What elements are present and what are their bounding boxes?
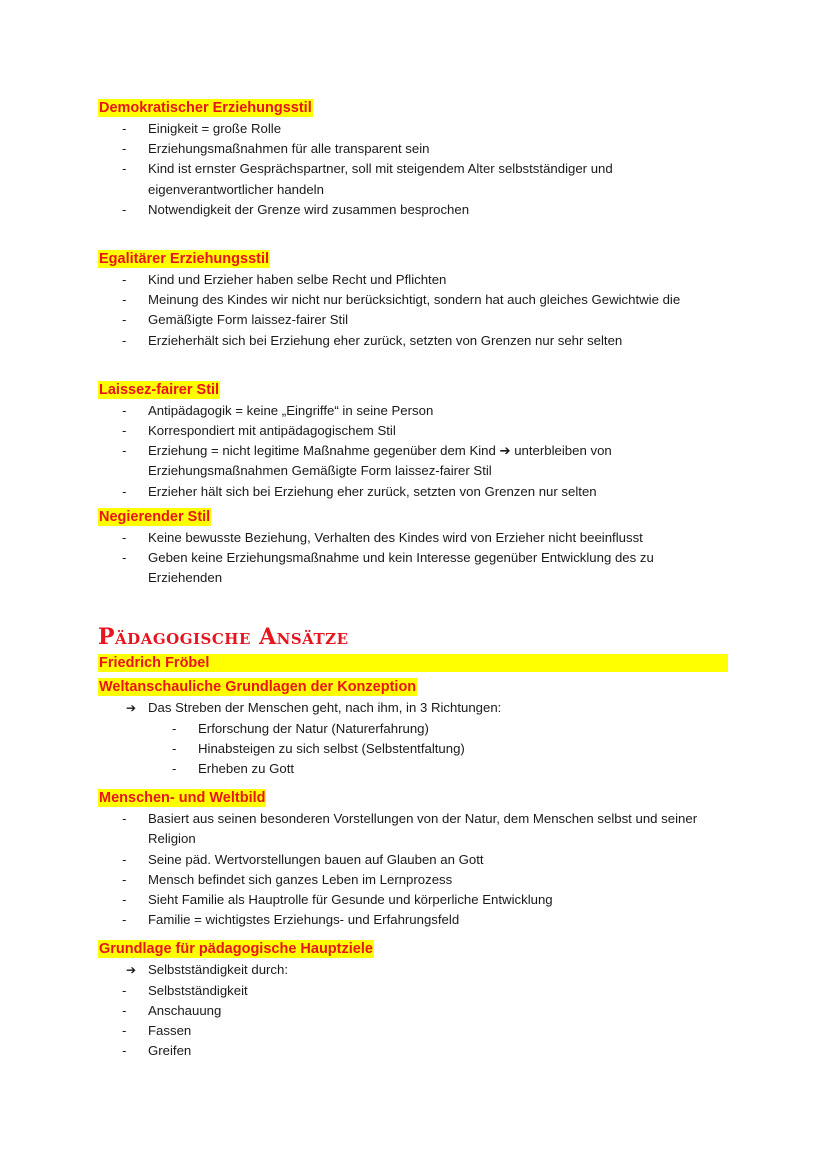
section-laissez <box>98 381 728 502</box>
list-item: - Familie = wichtigstes Erziehungs- und Erfahrungsfeld <box>98 910 728 930</box>
list-item: - Geben keine Erziehungsmaßnahme und kein Interesse gegenüber Entwicklung des zu Erziehenden <box>98 548 728 588</box>
list-item: - Erziehungsmaßnahmen für alle transparent sein <box>98 139 728 159</box>
arrow-item: ➔ Das Streben der Menschen geht, nach ihm, in 3 Richtungen: <box>98 698 728 718</box>
list-item: - Seine päd. Wertvorstellungen bauen auf Glauben an Gott <box>98 850 728 870</box>
person-heading: Friedrich Fröbel <box>98 654 728 672</box>
list-item: - Erziehung = nicht legitime Maßnahme gegenüber dem Kind ➔ unterbleiben von Erziehungsmaßnahmen Gemäßigte Form laissez-fairer Stil <box>98 441 728 481</box>
list-item: - Selbstständigkeit <box>98 981 728 1001</box>
list-item: - Erzieher hält sich bei Erziehung eher zurück, setzten von Grenzen nur selten <box>98 482 728 502</box>
document-content <box>98 99 728 1062</box>
list-item: - Anschauung <box>98 1001 728 1021</box>
bullet-list <box>98 960 728 1061</box>
list-item: - Erzieherhält sich bei Erziehung eher zurück, setzten von Grenzen nur sehr selten <box>98 331 728 351</box>
bullet-list <box>98 809 728 930</box>
list-item: - Sieht Familie als Hauptrolle für Gesunde und körperliche Entwicklung <box>98 890 728 910</box>
section-grundlagen <box>98 678 728 779</box>
list-item: - Kind und Erzieher haben selbe Recht und Pflichten <box>98 270 728 290</box>
bullet-list <box>98 270 728 351</box>
list-item: - Korrespondiert mit antipädagogischem Stil <box>98 421 728 441</box>
list-item: - Keine bewusste Beziehung, Verhalten des Kindes wird von Erzieher nicht beeinflusst <box>98 528 728 548</box>
section-title: Pädagogische Ansätze <box>98 624 349 651</box>
list-item: - Notwendigkeit der Grenze wird zusammen besprochen <box>98 200 728 220</box>
list-item: - Erheben zu Gott <box>98 759 728 779</box>
section-heading: Weltanschauliche Grundlagen der Konzeption <box>99 679 417 696</box>
list-item: - Mensch befindet sich ganzes Leben im Lernprozess <box>98 870 728 890</box>
list-item: - Einigkeit = große Rolle <box>98 119 728 139</box>
section-heading: Demokratischer Erziehungsstil <box>99 100 312 116</box>
section-heading: Grundlage für pädagogische Hauptziele <box>99 941 373 958</box>
section-heading: Menschen- und Weltbild <box>99 790 266 807</box>
section-demokratisch <box>98 99 728 220</box>
list-item: - Antipädagogik = keine „Eingriffe“ in seine Person <box>98 401 728 421</box>
bullet-list <box>98 401 728 502</box>
bullet-list <box>98 528 728 589</box>
section-heading: Negierender Stil <box>99 508 211 525</box>
section-hauptziele <box>98 940 728 1061</box>
bullet-list <box>98 119 728 220</box>
list-item: - Erforschung der Natur (Naturerfahrung) <box>98 719 728 739</box>
list-item: - Gemäßigte Form laissez-fairer Stil <box>98 310 728 330</box>
list-item: - Kind ist ernster Gesprächspartner, soll mit steigendem Alter selbstständiger und eigenverantwortlicher handeln <box>98 159 728 199</box>
arrow-item: ➔ Selbstständigkeit durch: <box>98 960 728 980</box>
section-menschenbild <box>98 789 728 930</box>
section-egalitaer <box>98 250 728 351</box>
list-item: - Greifen <box>98 1041 728 1061</box>
list-item: - Fassen <box>98 1021 728 1041</box>
bullet-list <box>98 698 728 779</box>
section-heading: Egalitärer Erziehungsstil <box>99 251 270 268</box>
list-item: - Basiert aus seinen besonderen Vorstellungen von der Natur, dem Menschen selbst und seiner Religion <box>98 809 728 849</box>
section-negierend <box>98 508 728 589</box>
section-heading: Laissez-fairer Stil <box>99 381 220 398</box>
list-item: - Meinung des Kindes wir nicht nur berücksichtigt, sondern hat auch gleiches Gewichtwie die <box>98 290 728 310</box>
list-item: - Hinabsteigen zu sich selbst (Selbstentfaltung) <box>98 739 728 759</box>
